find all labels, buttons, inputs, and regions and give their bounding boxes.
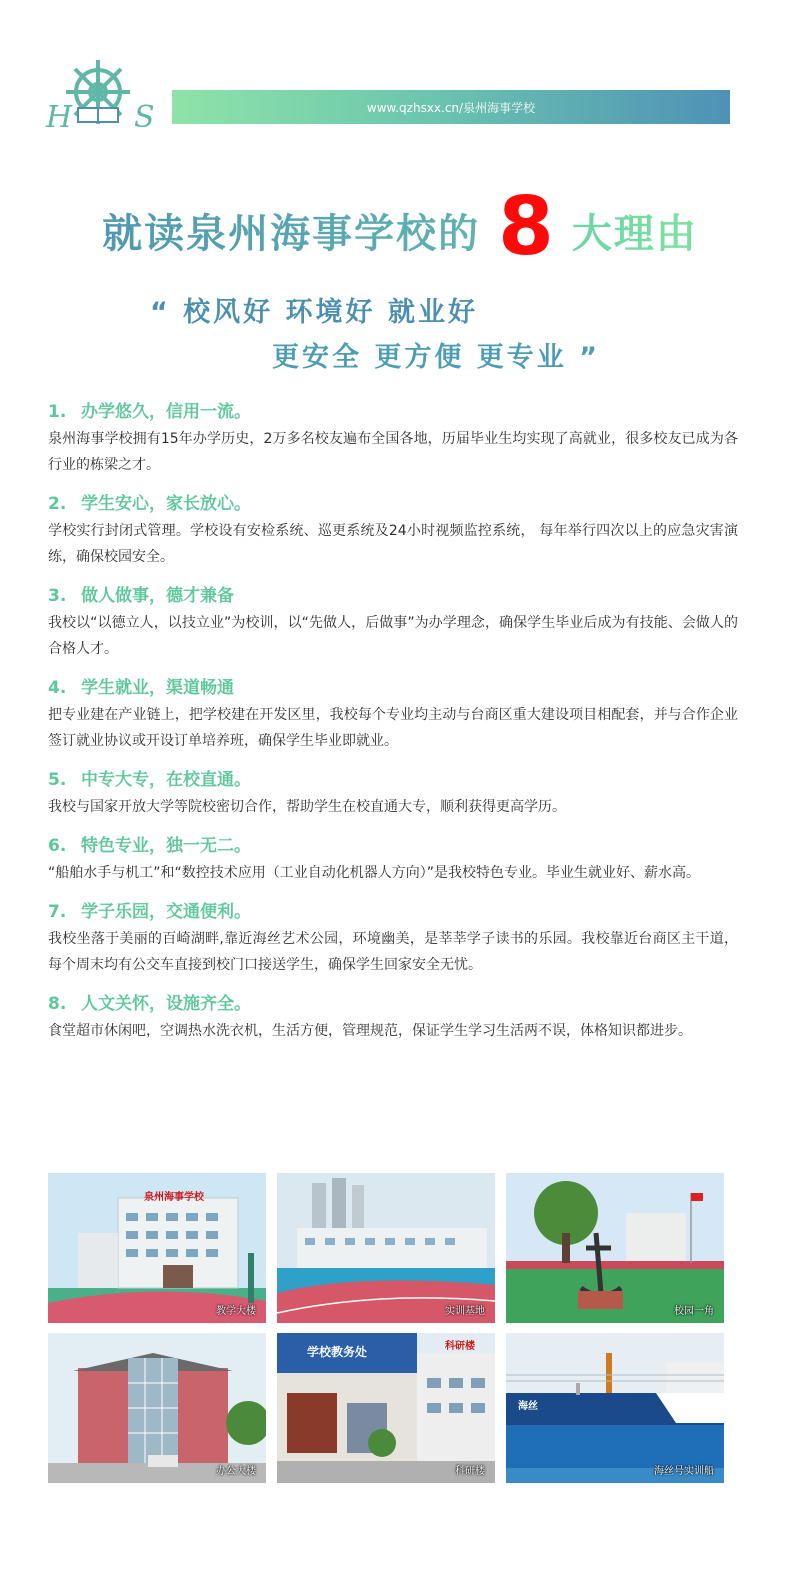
reason-number: 7.: [48, 902, 67, 922]
reason-item: [48, 990, 738, 1044]
building-sign-text: 泉州海事学校: [144, 1192, 204, 1203]
reason-title: [48, 398, 738, 426]
website-banner: www.qzhsxx.cn/泉州海事学校: [172, 90, 730, 124]
reason-heading: 学生就业，渠道畅通: [81, 678, 234, 698]
photo-caption: 实训基地: [445, 1306, 485, 1317]
reason-item: [48, 490, 738, 570]
ship-name-text: 海丝: [518, 1401, 538, 1412]
reason-item: [48, 398, 738, 478]
reason-number: 3.: [48, 586, 67, 606]
reason-title: [48, 766, 738, 794]
reason-title: [48, 898, 738, 926]
reason-item: [48, 766, 738, 820]
photo-caption: 办公大楼: [216, 1466, 256, 1477]
slogan-line-2: 更安全 更方便 更专业 ”: [272, 342, 600, 373]
photo-campus-corner: [506, 1173, 724, 1323]
title-number: 8: [498, 180, 554, 273]
reason-number: 5.: [48, 770, 67, 790]
reason-number: 1.: [48, 402, 67, 422]
reason-heading: 特色专业，独一无二。: [81, 836, 251, 856]
reason-title: [48, 490, 738, 518]
title-suffix: 大理由: [572, 202, 698, 259]
photo-training-ship: [506, 1333, 724, 1483]
photo-caption: 校园一角: [674, 1306, 714, 1317]
photo-office-building: [48, 1333, 266, 1483]
reason-body: 我校以“以德立人，以技立业”为校训，以“先做人，后做事”为办学理念，确保学生毕业后成为有技能、会做人的合格人才。: [48, 615, 738, 657]
reason-body: 我校与国家开放大学等院校密切合作，帮助学生在校直通大专，顺利获得更高学历。: [48, 799, 566, 815]
reasons-list: [48, 398, 738, 1056]
reason-item: [48, 832, 738, 886]
photo-teaching-building: [48, 1173, 266, 1323]
reason-heading: 学子乐园，交通便利。: [81, 902, 251, 922]
reason-number: 2.: [48, 494, 67, 514]
building-sign-text: 科研楼: [445, 1341, 475, 1352]
photo-caption: 教学大楼: [216, 1306, 256, 1317]
photo-training-base: [277, 1173, 495, 1323]
reason-body: 把专业建在产业链上，把学校建在开发区里，我校每个专业均主动与台商区重大建设项目相配套，并与合作企业签订就业协议或开设订单培养班，确保学生毕业即就业。: [48, 707, 738, 749]
reason-body: 学校实行封闭式管理。学校设有安检系统、巡更系统及24小时视频监控系统， 每年举行四次以上的应急灾害演练，确保校园安全。: [48, 523, 738, 565]
reason-body: “船舶水手与机工”和“数控技术应用（工业自动化机器人方向）”是我校特色专业。毕业生就业好、薪水高。: [48, 865, 701, 881]
reason-item: [48, 898, 738, 978]
reason-item: [48, 674, 738, 754]
page-title: [0, 180, 800, 273]
reason-body: 食堂超市休闲吧，空调热水洗衣机，生活方便，管理规范，保证学生学习生活两不误，体格知识都进步。: [48, 1023, 692, 1039]
photo-caption: 海丝号实训船: [654, 1466, 714, 1477]
title-main: 就读泉州海事学校的: [102, 202, 480, 259]
reason-body: 泉州海事学校拥有15年办学历史，2万多名校友遍布全国各地，历届毕业生均实现了高就业，很多校友已成为各行业的栋梁之才。: [48, 431, 738, 473]
reason-title: [48, 990, 738, 1018]
reason-title: [48, 674, 738, 702]
office-sign-text: 学校教务处: [307, 1345, 368, 1359]
school-logo: [40, 52, 160, 142]
reason-heading: 中专大专，在校直通。: [81, 770, 251, 790]
logo-letter-h: H: [46, 100, 73, 135]
reason-number: 4.: [48, 678, 67, 698]
photo-research-building: [277, 1333, 495, 1483]
logo-letter-s: S: [134, 100, 155, 135]
photo-caption: 科研楼: [455, 1466, 485, 1477]
reason-heading: 人文关怀，设施齐全。: [81, 994, 251, 1014]
reason-heading: 办学悠久，信用一流。: [81, 402, 251, 422]
slogan-line-1: “ 校风好 环境好 就业好: [150, 297, 478, 328]
reason-body: 我校坐落于美丽的百崎湖畔,靠近海丝艺术公园，环境幽美，是莘莘学子读书的乐园。我校靠近台商区主干道，每个周末均有公交车直接到校门口接送学生，确保学生回家安全无忧。: [48, 931, 738, 973]
reason-number: 6.: [48, 836, 67, 856]
reason-number: 8.: [48, 994, 67, 1014]
reason-heading: 做人做事，德才兼备: [81, 586, 234, 606]
reason-title: [48, 832, 738, 860]
reason-item: [48, 582, 738, 662]
reason-heading: 学生安心，家长放心。: [81, 494, 251, 514]
reason-title: [48, 582, 738, 610]
